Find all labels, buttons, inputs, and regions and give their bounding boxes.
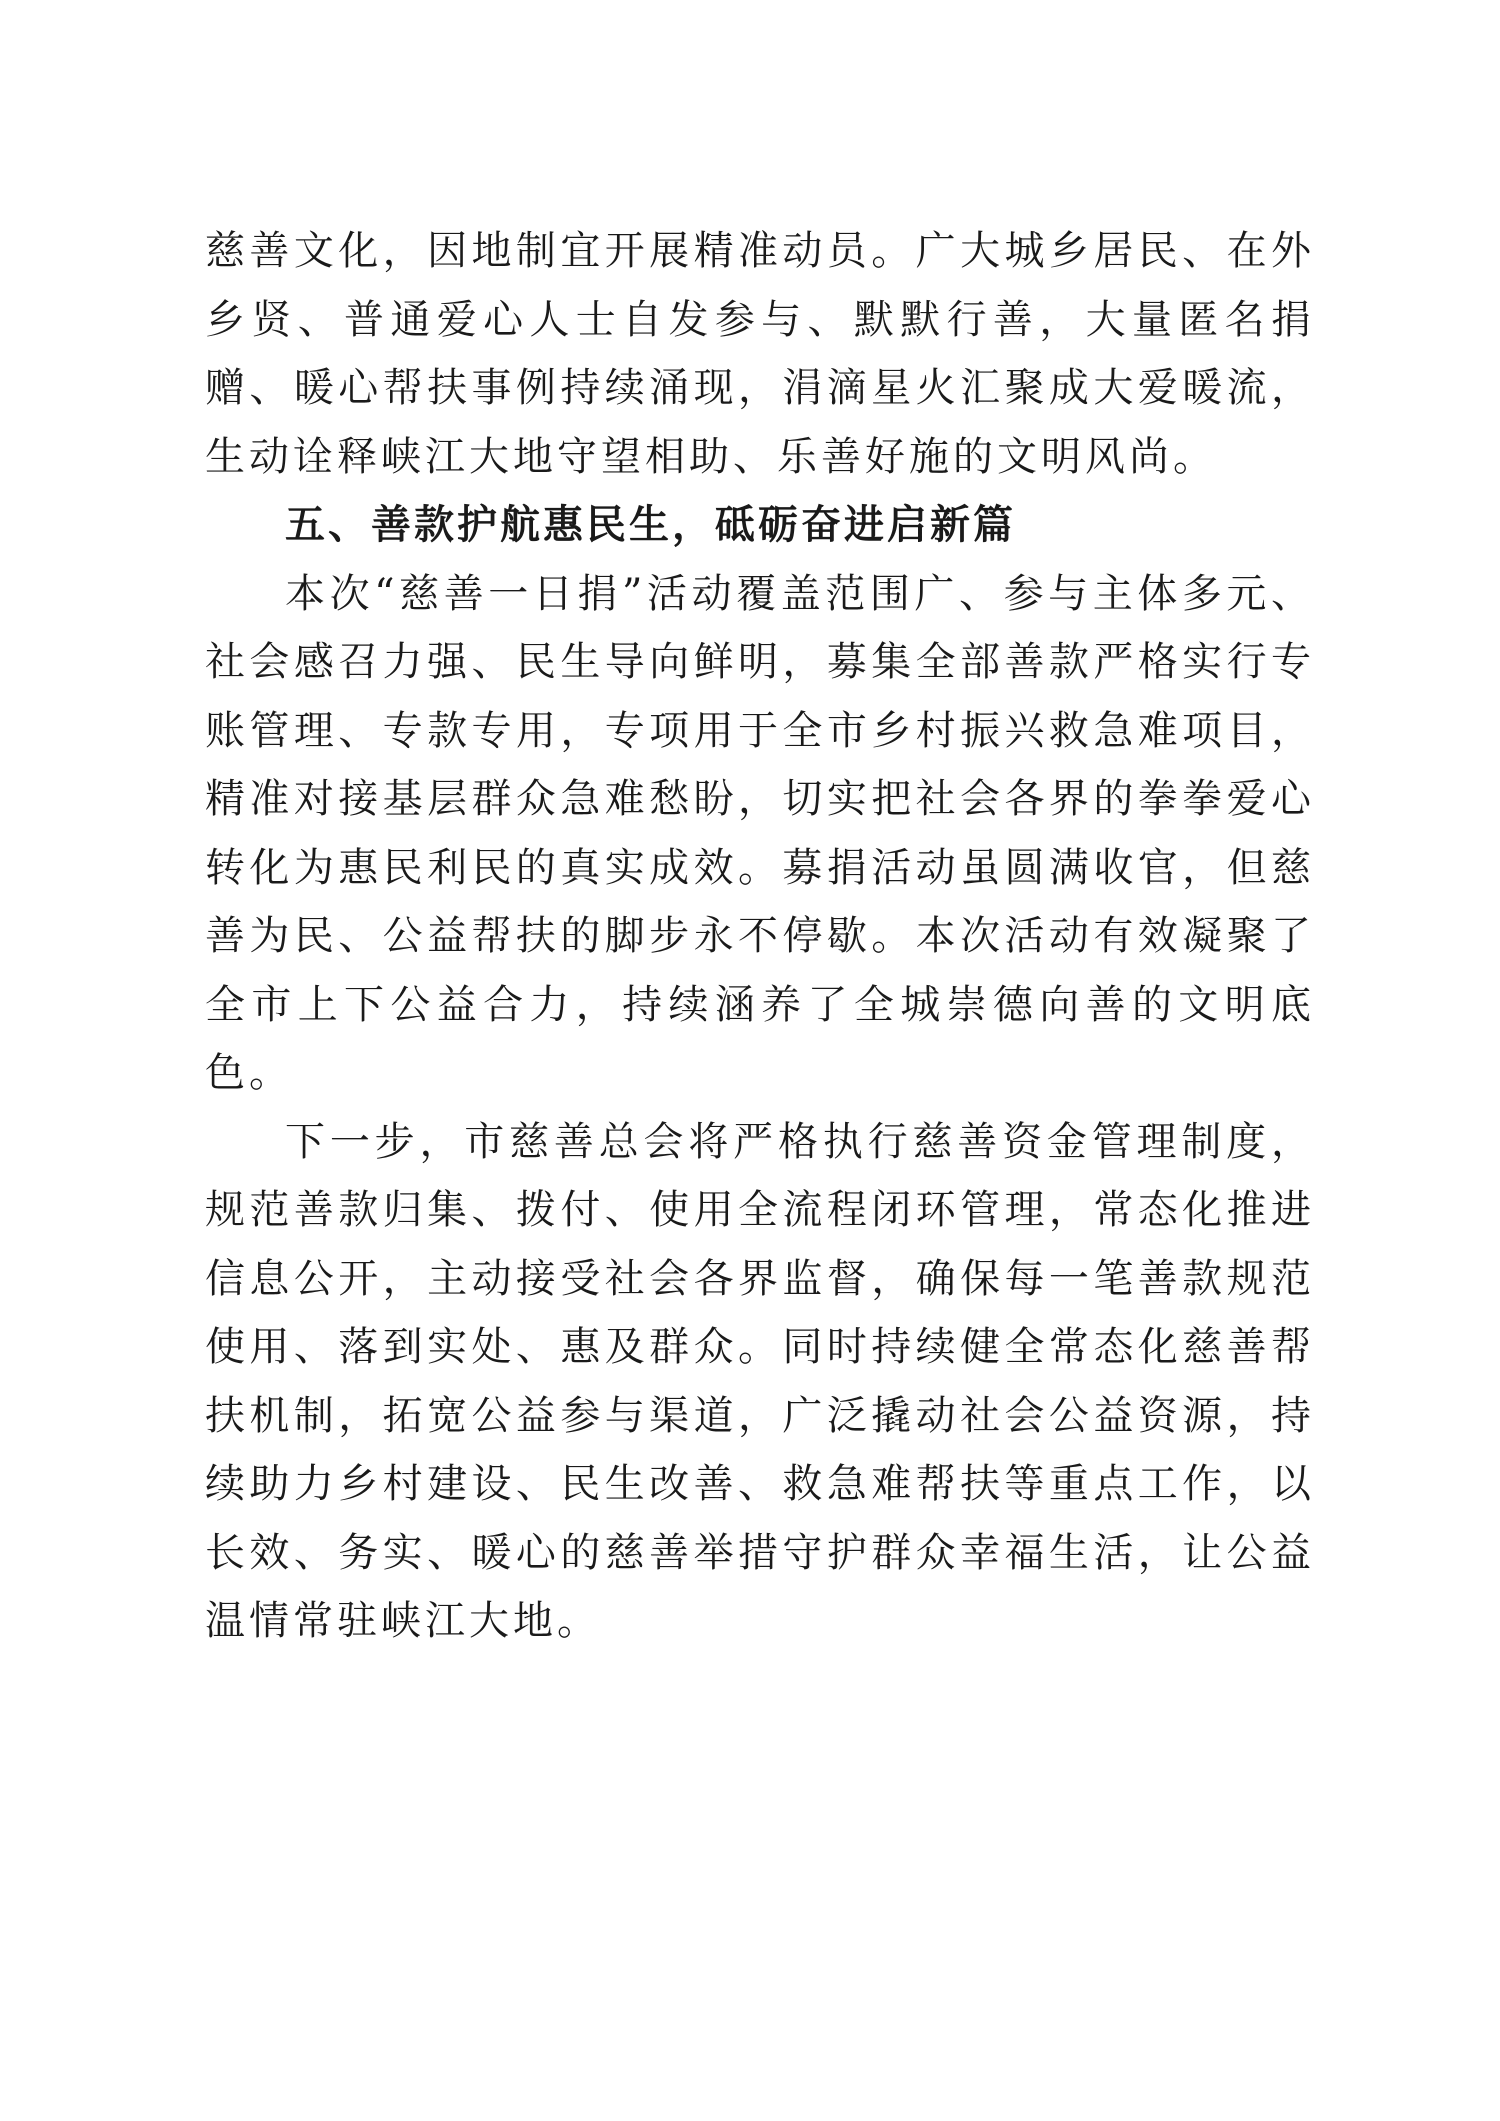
paragraph-activity-summary: 本次“慈善一日捐”活动覆盖范围广、参与主体多元、社会感召力强、民生导向鲜明，募集全部善款严格实行专账管理、专款专用，专项用于全市乡村振兴救急难项目，精准对接基层群众急难愁盼，切实把社会各界的拳拳爱心转化为惠民利民的真实成效。募捐活动虽圆满收官，但慈善为民、公益帮扶的脚步永不停歇。本次活动有效凝聚了全市上下公益合力，持续涵养了全城崇德向善的文明底色。 [205,570,1315,1096]
paragraph-continuation: 慈善文化，因地制宜开展精准动员。广大城乡居民、在外乡贤、普通爱心人士自发参与、默默行善，大量匿名捐赠、暖心帮扶事例持续涌现，涓滴星火汇聚成大爱暖流，生动诠释峡江大地守望相助、乐善好施的文明风尚。 [205,228,1315,480]
document-body [205,217,1315,1656]
section-heading-five: 五、善款护航惠民生，砥砺奋进启新篇 [285,502,1016,548]
paragraph-next-steps: 下一步，市慈善总会将严格执行慈善资金管理制度，规范善款归集、拨付、使用全流程闭环管理，常态化推进信息公开，主动接受社会各界监督，确保每一笔善款规范使用、落到实处、惠及群众。同时持续健全常态化慈善帮扶机制，拓宽公益参与渠道，广泛撬动社会公益资源，持续助力乡村建设、民生改善、救急难帮扶等重点工作，以长效、务实、暖心的慈善举措守护群众幸福生活，让公益温情常驻峡江大地。 [205,1118,1315,1644]
